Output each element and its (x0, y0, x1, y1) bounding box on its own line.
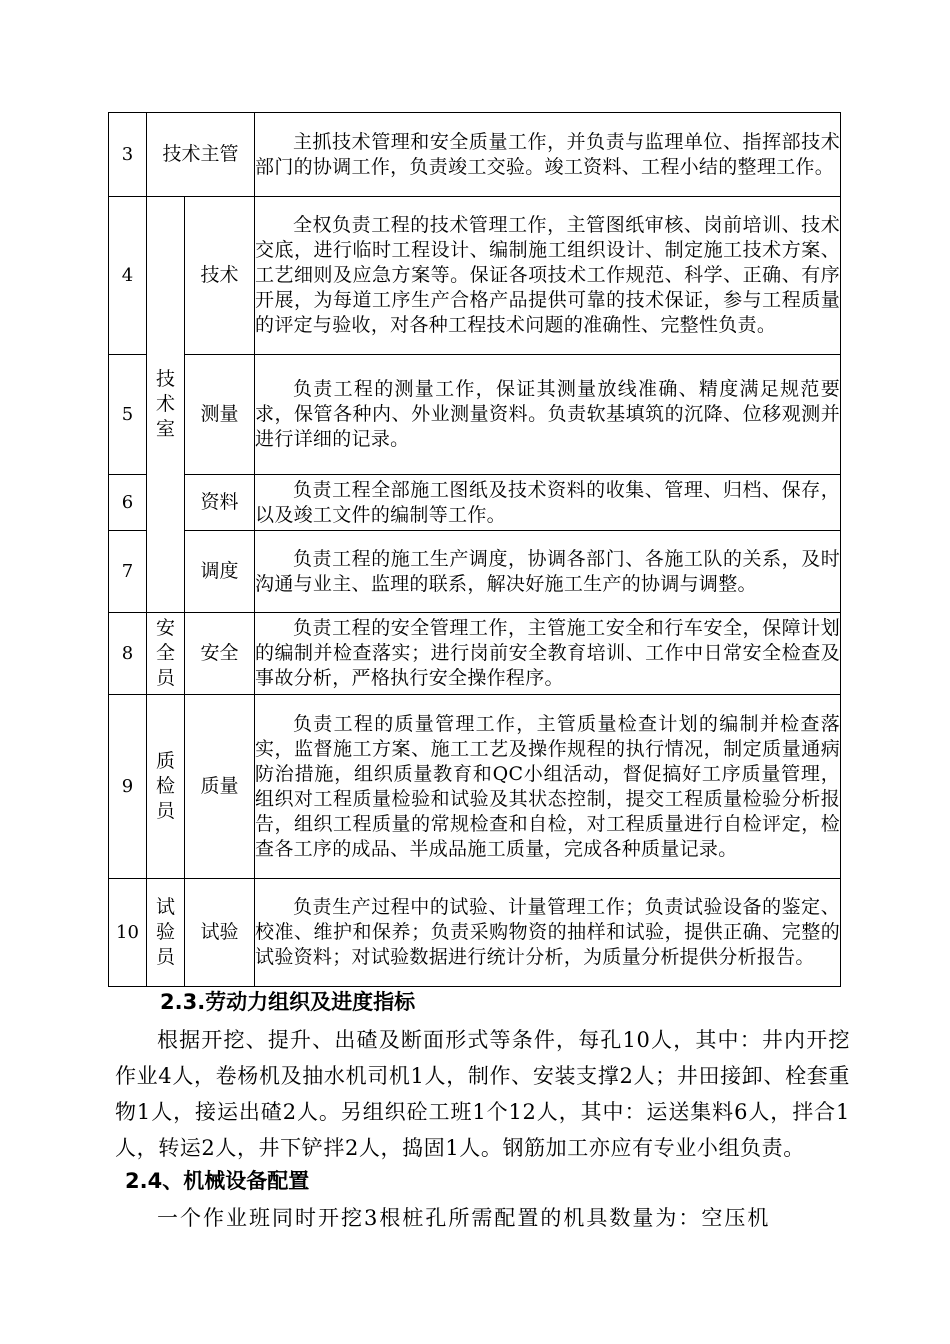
duty-description: 负责工程的测量工作，保证其测量放线准确、精度满足规范要求，保管各种内、外业测量资料。负责软基填筑的沉降、位移观测并进行详细的记录。 (255, 355, 841, 475)
section-paragraph: 根据开挖、提升、出碴及断面形式等条件，每孔10人，其中：井内开挖作业4人，卷杨机及抽水机司机1人，制作、安装支撑2人；井田接卸、栓套重物1人，接运出碴2人。另组织砼工班1个12人，其中：运送集料6人，拌合1人，转运2人，井下铲拌2人，捣固1人。钢筋加工亦应有专业小组负责。 (115, 1028, 850, 1160)
table-row (109, 531, 841, 613)
department-cell: 技术主管 (147, 113, 255, 197)
department-cell: 试验员 (147, 879, 185, 987)
section-paragraph: 一个作业班同时开挖3根桩孔所需配置的机具数量为：空压机 (157, 1206, 771, 1230)
department-cell: 安全员 (147, 613, 185, 695)
table-row (109, 355, 841, 475)
role-cell: 试验 (185, 879, 255, 987)
role-cell: 质量 (185, 695, 255, 879)
department-cell: 质检员 (147, 695, 185, 879)
duty-description: 负责工程全部施工图纸及技术资料的收集、管理、归档、保存，以及竣工文件的编制等工作。 (255, 475, 841, 531)
responsibility-table (108, 112, 841, 987)
role-cell: 资料 (185, 475, 255, 531)
role-cell: 调度 (185, 531, 255, 613)
duty-description: 负责工程的施工生产调度，协调各部门、各施工队的关系，及时沟通与业主、监理的联系，解决好施工生产的协调与调整。 (255, 531, 841, 613)
table-row (109, 475, 841, 531)
table-row (109, 695, 841, 879)
duty-description: 负责生产过程中的试验、计量管理工作；负责试验设备的鉴定、校准、维护和保养；负责采购物资的抽样和试验，提供正确、完整的试验资料；对试验数据进行统计分析，为质量分析提供分析报告。 (255, 879, 841, 987)
row-number: 5 (109, 355, 147, 475)
row-number: 4 (109, 197, 147, 355)
row-number: 3 (109, 113, 147, 197)
section-heading: 2.4、机械设备配置 (125, 1169, 310, 1193)
table-row (109, 613, 841, 695)
duty-description: 主抓技术管理和安全质量工作，并负责与监理单位、指挥部技术部门的协调工作，负责竣工交验。竣工资料、工程小结的整理工作。 (255, 113, 841, 197)
department-cell-merged: 技术室 (147, 197, 185, 613)
row-number: 10 (109, 879, 147, 987)
table-row (109, 197, 841, 355)
role-cell: 测量 (185, 355, 255, 475)
duty-description: 全权负责工程的技术管理工作，主管图纸审核、岗前培训、技术交底，进行临时工程设计、编制施工组织设计、制定施工技术方案、工艺细则及应急方案等。保证各项技术工作规范、科学、正确、有序开展，为每道工序生产合格产品提供可靠的技术保证，参与工程质量的评定与验收，对各种工程技术问题的准确性、完整性负责。 (255, 197, 841, 355)
row-number: 8 (109, 613, 147, 695)
section-heading: 2.3.劳动力组织及进度指标 (160, 990, 416, 1014)
role-cell: 安全 (185, 613, 255, 695)
duty-description: 负责工程的质量管理工作，主管质量检查计划的编制并检查落实，监督施工方案、施工工艺及操作规程的执行情况，制定质量通病防治措施，组织质量教育和QC小组活动，督促搞好工序质量管理，组织对工程质量检验和试验及其状态控制，提交工程质量检验分析报告，组织工程质量的常规检查和自检，对工程质量进行自检评定，检查各工序的成品、半成品施工质量，完成各种质量记录。 (255, 695, 841, 879)
row-number: 9 (109, 695, 147, 879)
role-cell: 技术 (185, 197, 255, 355)
duty-description: 负责工程的安全管理工作，主管施工安全和行车安全，保障计划的编制并检查落实；进行岗前安全教育培训、工作中日常安全检查及事故分析，严格执行安全操作程序。 (255, 613, 841, 695)
row-number: 6 (109, 475, 147, 531)
row-number: 7 (109, 531, 147, 613)
table-row (109, 879, 841, 987)
table-row (109, 113, 841, 197)
